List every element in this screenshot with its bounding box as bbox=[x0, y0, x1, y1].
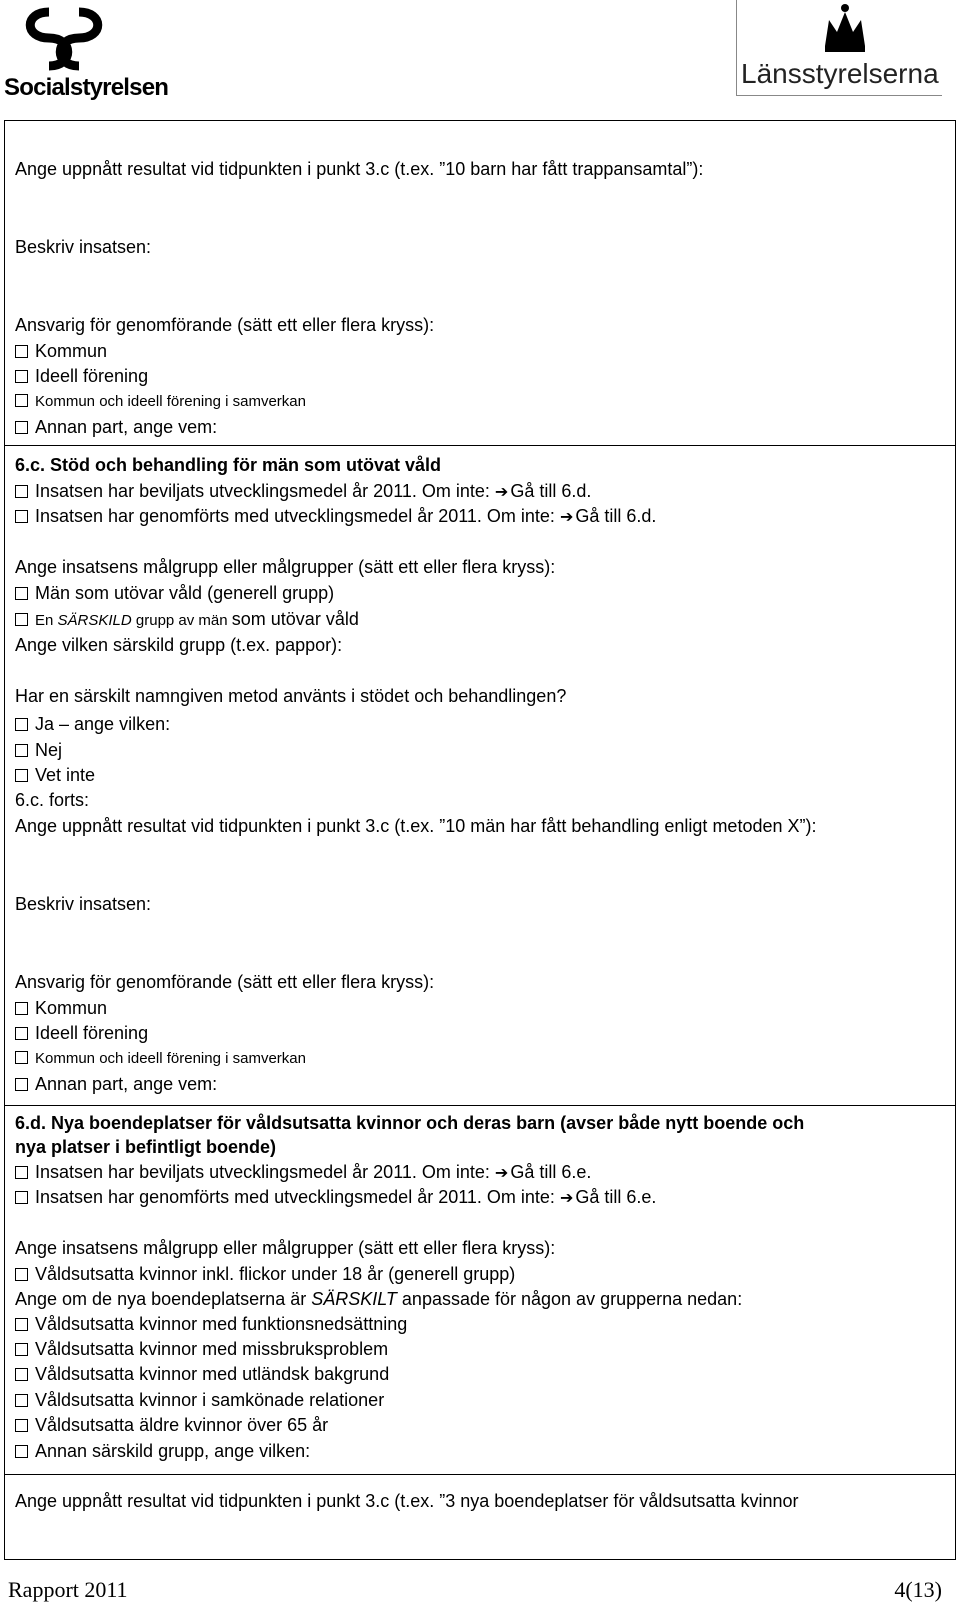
checkbox-label: Kommun och ideell förening i samverkan bbox=[35, 1050, 306, 1067]
6c-checkbox-no[interactable] bbox=[15, 739, 62, 761]
checkbox-icon[interactable] bbox=[15, 1368, 28, 1381]
6c-checkbox-annan[interactable] bbox=[15, 1073, 217, 1095]
checkbox-label: Annan part, ange vem: bbox=[35, 1074, 218, 1094]
6c-describe-label: Beskriv insatsen: bbox=[15, 894, 152, 914]
checkbox-label: Nej bbox=[35, 740, 63, 760]
section-6c-title: 6.c. Stöd och behandling för män som utövat våld bbox=[15, 455, 442, 475]
checkbox-icon[interactable] bbox=[15, 1394, 28, 1407]
checkbox-label: Ideell förening bbox=[35, 1023, 149, 1043]
checkbox-icon[interactable] bbox=[15, 1051, 28, 1064]
6c-checkbox-general[interactable] bbox=[15, 582, 334, 604]
6c-checkbox-unknown[interactable] bbox=[15, 764, 95, 786]
6c-result-prompt: Ange uppnått resultat vid tidpunkten i punkt 3.c (t.ex. ”10 män har fått behandling enligt metoden X”): bbox=[15, 816, 817, 836]
checkbox-label: Våldsutsatta kvinnor med missbruksproblem bbox=[35, 1339, 389, 1359]
arrow-right-icon: ➔ bbox=[494, 1163, 509, 1182]
divider-6d bbox=[4, 1105, 956, 1106]
checkbox-icon[interactable] bbox=[15, 1166, 28, 1179]
prev-checkbox-annan[interactable] bbox=[15, 416, 217, 438]
6c-checkbox-yes[interactable] bbox=[15, 713, 170, 735]
special-prompt-text: anpassade för någon av grupperna nedan: bbox=[396, 1289, 743, 1309]
6c-target-prompt: Ange insatsens målgrupp eller målgrupper (sätt ett eller flera kryss): bbox=[15, 557, 556, 577]
checkbox-icon[interactable] bbox=[15, 345, 28, 358]
checkbox-label: Ja – ange vilken: bbox=[35, 714, 171, 734]
section-6d-title-line1: 6.d. Nya boendeplatser för våldsutsatta kvinnor och deras barn (avser både nytt boende och bbox=[15, 1113, 805, 1133]
6d-checkbox-general[interactable] bbox=[15, 1263, 515, 1285]
checkbox-label: Insatsen har beviljats utvecklingsmedel år 2011. Om inte: bbox=[35, 1162, 495, 1182]
checkbox-label: Insatsen har genomförts med utvecklingsmedel år 2011. Om inte: bbox=[35, 506, 560, 526]
checkbox-label: Våldsutsatta kvinnor i samkönade relationer bbox=[35, 1390, 385, 1410]
checkbox-label: Våldsutsatta kvinnor med funktionsnedsättning bbox=[35, 1314, 408, 1334]
prev-result-prompt: Ange uppnått resultat vid tidpunkten i punkt 3.c (t.ex. ”10 barn har fått trappansamtal”): bbox=[15, 159, 704, 179]
6c-checkbox-done[interactable] bbox=[15, 505, 656, 528]
lansstyrelserna-logo bbox=[736, 0, 942, 96]
special-prompt-emphasis: SÄRSKILT bbox=[311, 1289, 397, 1309]
prev-describe-label: Beskriv insatsen: bbox=[15, 237, 152, 257]
checkbox-label: Våldsutsatta kvinnor med utländsk bakgrund bbox=[35, 1364, 390, 1384]
divider-6d-result bbox=[4, 1474, 956, 1475]
checkbox-label: Insatsen har genomförts med utvecklingsmedel år 2011. Om inte: bbox=[35, 1187, 560, 1207]
goto-label: Gå till 6.e. bbox=[575, 1187, 657, 1207]
6c-checkbox-special[interactable] bbox=[15, 608, 359, 632]
checkbox-icon[interactable] bbox=[15, 421, 28, 434]
checkbox-label-emphasis: SÄRSKILD bbox=[57, 612, 132, 629]
special-prompt-text: Ange om de nya boendeplatserna är bbox=[15, 1289, 312, 1309]
footer-page-number: 4(13) bbox=[894, 1577, 942, 1602]
right-logo-text: Länsstyrelserna bbox=[741, 58, 939, 89]
checkbox-icon[interactable] bbox=[15, 613, 28, 626]
6d-checkbox-done[interactable] bbox=[15, 1186, 656, 1209]
6d-checkbox-granted[interactable] bbox=[15, 1161, 591, 1184]
checkbox-icon[interactable] bbox=[15, 370, 28, 383]
6d-special-prompt bbox=[15, 1288, 742, 1310]
checkbox-label: Kommun bbox=[35, 998, 108, 1018]
6d-checkbox-elderly[interactable] bbox=[15, 1414, 328, 1436]
6d-result-prompt: Ange uppnått resultat vid tidpunkten i punkt 3.c (t.ex. ”3 nya boendeplatser för våldsutsatta kvinnor bbox=[15, 1491, 799, 1511]
goto-label: Gå till 6.d. bbox=[510, 481, 592, 501]
6d-checkbox-samesex[interactable] bbox=[15, 1389, 384, 1411]
checkbox-icon[interactable] bbox=[15, 1191, 28, 1204]
checkbox-icon[interactable] bbox=[15, 1078, 28, 1091]
checkbox-icon[interactable] bbox=[15, 485, 28, 498]
6c-forts: 6.c. forts: bbox=[15, 790, 90, 810]
checkbox-icon[interactable] bbox=[15, 1027, 28, 1040]
checkbox-icon[interactable] bbox=[15, 1002, 28, 1015]
checkbox-label: grupp av män bbox=[131, 612, 232, 629]
divider-6c bbox=[4, 445, 956, 446]
goto-label: Gå till 6.e. bbox=[510, 1162, 592, 1182]
crown-icon bbox=[819, 2, 871, 54]
arrow-right-icon: ➔ bbox=[559, 507, 574, 526]
checkbox-icon[interactable] bbox=[15, 1445, 28, 1458]
goto-label: Gå till 6.d. bbox=[575, 506, 657, 526]
6c-special-which: Ange vilken särskild grupp (t.ex. pappor): bbox=[15, 635, 343, 655]
6c-checkbox-kommun[interactable] bbox=[15, 997, 107, 1019]
section-6d-title-line2: nya platser i befintligt boende) bbox=[15, 1137, 277, 1157]
socialstyrelsen-logo bbox=[4, 4, 169, 101]
checkbox-icon[interactable] bbox=[15, 718, 28, 731]
6d-checkbox-other[interactable] bbox=[15, 1440, 310, 1462]
checkbox-icon[interactable] bbox=[15, 769, 28, 782]
checkbox-label: Våldsutsatta äldre kvinnor över 65 år bbox=[35, 1415, 329, 1435]
6c-method-prompt: Har en särskilt namngiven metod använts i stödet och behandlingen? bbox=[15, 686, 567, 706]
checkbox-icon[interactable] bbox=[15, 1419, 28, 1432]
checkbox-icon[interactable] bbox=[15, 1318, 28, 1331]
checkbox-label: Våldsutsatta kvinnor inkl. flickor under 18 år (generell grupp) bbox=[35, 1264, 516, 1284]
6c-responsible-prompt: Ansvarig för genomförande (sätt ett eller flera kryss): bbox=[15, 972, 435, 992]
checkbox-label: Män som utövar våld (generell grupp) bbox=[35, 583, 335, 603]
checkbox-icon[interactable] bbox=[15, 394, 28, 407]
checkbox-label: Kommun och ideell förening i samverkan bbox=[35, 393, 306, 410]
checkbox-icon[interactable] bbox=[15, 587, 28, 600]
prev-checkbox-kommun[interactable] bbox=[15, 340, 107, 362]
footer-report: Rapport 2011 bbox=[8, 1577, 128, 1602]
checkbox-label: Vet inte bbox=[35, 765, 96, 785]
checkbox-icon[interactable] bbox=[15, 744, 28, 757]
arrow-right-icon: ➔ bbox=[559, 1188, 574, 1207]
arrow-right-icon: ➔ bbox=[494, 482, 509, 501]
left-logo-text: Socialstyrelsen bbox=[4, 74, 169, 101]
prev-responsible-prompt: Ansvarig för genomförande (sätt ett eller flera kryss): bbox=[15, 315, 435, 335]
6c-checkbox-granted[interactable] bbox=[15, 480, 591, 503]
6d-target-prompt: Ange insatsens målgrupp eller målgrupper (sätt ett eller flera kryss): bbox=[15, 1238, 556, 1258]
6d-checkbox-foreign[interactable] bbox=[15, 1363, 389, 1385]
6c-checkbox-ideell[interactable] bbox=[15, 1022, 148, 1044]
checkbox-label: som utövar våld bbox=[231, 609, 359, 629]
prev-checkbox-ideell[interactable] bbox=[15, 365, 148, 387]
6c-checkbox-samverkan[interactable] bbox=[15, 1048, 306, 1070]
checkbox-label: Ideell förening bbox=[35, 366, 149, 386]
checkbox-icon[interactable] bbox=[15, 1343, 28, 1356]
checkbox-label: Insatsen har beviljats utvecklingsmedel år 2011. Om inte: bbox=[35, 481, 495, 501]
checkbox-label: Annan särskild grupp, ange vilken: bbox=[35, 1441, 311, 1461]
checkbox-icon[interactable] bbox=[15, 510, 28, 523]
socialstyrelsen-emblem-icon bbox=[4, 4, 124, 76]
checkbox-icon[interactable] bbox=[15, 1268, 28, 1281]
checkbox-label: En bbox=[35, 612, 58, 629]
6d-checkbox-substance[interactable] bbox=[15, 1338, 388, 1360]
6d-checkbox-disability[interactable] bbox=[15, 1313, 407, 1335]
checkbox-label: Annan part, ange vem: bbox=[35, 417, 218, 437]
checkbox-label: Kommun bbox=[35, 341, 108, 361]
prev-checkbox-samverkan[interactable] bbox=[15, 391, 306, 413]
